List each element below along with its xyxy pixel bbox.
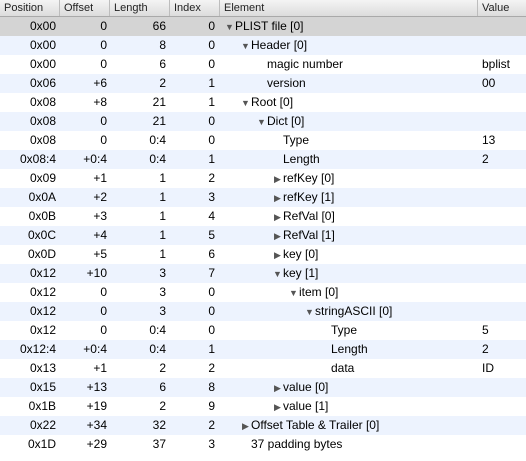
element-label: version [267, 76, 306, 90]
element-cell [224, 397, 522, 416]
value-cell [482, 36, 526, 55]
index-cell: 0 [208, 114, 215, 128]
position-cell: 0x00 [29, 38, 56, 52]
element-label: Type [331, 323, 358, 337]
length-cell: 3 [159, 304, 166, 318]
position-cell: 0x0D [27, 247, 56, 261]
offset-cell: 0 [100, 285, 107, 299]
offset-cell: +4 [93, 228, 107, 242]
value-cell [482, 378, 526, 397]
disclosure-closed-icon[interactable]: ▶ [242, 421, 249, 431]
position-cell: 0x15 [29, 380, 56, 394]
table-row[interactable] [0, 416, 526, 435]
value-cell: bplist [482, 57, 511, 71]
index-cell: 0 [208, 38, 215, 52]
table-row[interactable] [0, 93, 526, 112]
offset-cell: +34 [86, 418, 107, 432]
element-cell [224, 55, 506, 74]
index-cell: 2 [208, 171, 215, 185]
table-row[interactable] [0, 283, 526, 302]
position-cell: 0x1D [27, 437, 56, 451]
element-cell [224, 93, 490, 112]
position-cell: 0x00 [29, 57, 56, 71]
position-cell: 0x0B [28, 209, 56, 223]
length-cell: 0:4 [149, 152, 166, 166]
element-label: Length [283, 152, 320, 166]
length-cell: 2 [159, 399, 166, 413]
position-cell: 0x12:4 [19, 342, 56, 356]
length-cell: 21 [152, 95, 166, 109]
position-cell: 0x12 [29, 285, 56, 299]
table-row[interactable] [0, 321, 526, 340]
length-cell: 0:4 [149, 133, 166, 147]
disclosure-open-icon[interactable]: ▼ [225, 22, 234, 32]
element-label: RefVal [1] [283, 228, 335, 242]
position-cell: 0x12 [29, 266, 56, 280]
length-cell: 1 [159, 209, 166, 223]
offset-cell: +3 [93, 209, 107, 223]
table-row[interactable] [0, 74, 526, 93]
length-cell: 6 [159, 380, 166, 394]
disclosure-open-icon[interactable]: ▼ [241, 41, 250, 51]
offset-cell: 0 [100, 19, 107, 33]
offset-cell: 0 [100, 38, 107, 52]
position-cell: 0x09 [29, 171, 56, 185]
value-cell: 00 [482, 76, 496, 90]
element-label: key [1] [283, 266, 319, 280]
disclosure-open-icon[interactable]: ▼ [257, 117, 266, 127]
disclosure-closed-icon[interactable]: ▶ [274, 212, 281, 222]
disclosure-closed-icon[interactable]: ▶ [274, 174, 281, 184]
element-label: stringASCII [0] [315, 304, 393, 318]
table-row[interactable] [0, 188, 526, 207]
table-row[interactable] [0, 397, 526, 416]
element-label: key [0] [283, 247, 319, 261]
offset-cell: 0 [100, 133, 107, 147]
element-cell [224, 188, 522, 207]
length-cell: 6 [159, 57, 166, 71]
element-cell [224, 36, 490, 55]
value-cell [482, 226, 526, 245]
element-cell [224, 150, 522, 169]
position-cell: 0x13 [29, 361, 56, 375]
element-cell [224, 435, 490, 454]
length-cell: 2 [159, 361, 166, 375]
index-cell: 0 [208, 323, 215, 337]
position-cell: 0x1B [28, 399, 56, 413]
offset-cell: +6 [93, 76, 107, 90]
element-label: refKey [0] [283, 171, 335, 185]
index-cell: 2 [208, 418, 215, 432]
length-cell: 0:4 [149, 342, 166, 356]
table-row[interactable] [0, 169, 526, 188]
element-label: Length [331, 342, 368, 356]
element-label: Dict [0] [267, 114, 305, 128]
position-cell: 0x22 [29, 418, 56, 432]
element-label: Type [283, 133, 310, 147]
table-row[interactable] [0, 302, 526, 321]
element-cell [224, 131, 522, 150]
length-cell: 1 [159, 171, 166, 185]
offset-cell: +0:4 [83, 152, 107, 166]
value-cell: ID [482, 361, 494, 375]
position-cell: 0x08 [29, 133, 56, 147]
value-cell [482, 112, 526, 131]
value-cell [482, 283, 526, 302]
length-cell: 1 [159, 228, 166, 242]
value-cell [482, 207, 526, 226]
element-label: magic number [267, 57, 344, 71]
index-cell: 1 [208, 95, 215, 109]
element-label: value [1] [283, 399, 329, 413]
index-cell: 1 [208, 342, 215, 356]
table-row[interactable] [0, 207, 526, 226]
value-cell: 13 [482, 133, 496, 147]
element-label: Header [0] [251, 38, 308, 52]
element-cell [224, 169, 522, 188]
element-cell [224, 17, 474, 36]
disclosure-closed-icon[interactable]: ▶ [274, 383, 281, 393]
element-cell [224, 226, 522, 245]
position-cell: 0x0A [28, 190, 56, 204]
value-cell [482, 17, 526, 36]
value-cell [482, 416, 526, 435]
disclosure-open-icon[interactable]: ▼ [273, 269, 282, 279]
length-cell: 1 [159, 190, 166, 204]
disclosure-open-icon[interactable]: ▼ [289, 288, 298, 298]
table-row[interactable] [0, 17, 526, 36]
index-cell: 8 [208, 380, 215, 394]
value-cell: 5 [482, 323, 489, 337]
disclosure-closed-icon[interactable]: ▶ [274, 402, 281, 412]
column-header-position[interactable]: Position [0, 0, 60, 16]
index-cell: 0 [208, 19, 215, 33]
table-row[interactable] [0, 112, 526, 131]
index-cell: 5 [208, 228, 215, 242]
table-row[interactable] [0, 435, 526, 454]
table-row[interactable] [0, 150, 526, 169]
element-label: Root [0] [251, 95, 294, 109]
offset-cell: 0 [100, 114, 107, 128]
element-cell [224, 112, 506, 131]
element-cell [224, 245, 522, 264]
length-cell: 66 [152, 19, 166, 33]
element-label: 37 padding bytes [251, 437, 343, 451]
position-cell: 0x12 [29, 304, 56, 318]
element-cell [224, 378, 522, 397]
position-cell: 0x00 [29, 19, 56, 33]
table-row[interactable] [0, 245, 526, 264]
offset-cell: 0 [100, 323, 107, 337]
value-cell [482, 435, 526, 454]
offset-cell: +8 [93, 95, 107, 109]
length-cell: 1 [159, 247, 166, 261]
element-label: data [331, 361, 355, 375]
offset-cell: +2 [93, 190, 107, 204]
table-body [0, 17, 526, 454]
index-cell: 6 [208, 247, 215, 261]
element-cell [224, 264, 522, 283]
index-cell: 3 [208, 190, 215, 204]
index-cell: 0 [208, 285, 215, 299]
element-cell [224, 207, 522, 226]
element-cell [224, 74, 506, 93]
disclosure-closed-icon[interactable]: ▶ [274, 231, 281, 241]
offset-cell: +19 [86, 399, 107, 413]
element-cell [224, 302, 526, 321]
element-cell [224, 359, 526, 378]
value-cell: 2 [482, 152, 489, 166]
table-header [0, 0, 526, 17]
disclosure-closed-icon[interactable]: ▶ [274, 250, 281, 260]
value-cell [482, 169, 526, 188]
position-cell: 0x12 [29, 323, 56, 337]
position-cell: 0x08 [29, 114, 56, 128]
column-header-value[interactable]: Value [482, 2, 510, 14]
offset-cell: +5 [93, 247, 107, 261]
length-cell: 3 [159, 266, 166, 280]
element-cell [224, 340, 526, 359]
index-cell: 9 [208, 399, 215, 413]
value-cell [482, 188, 526, 207]
length-cell: 2 [159, 76, 166, 90]
element-cell [224, 416, 490, 435]
index-cell: 0 [208, 57, 215, 71]
offset-cell: +10 [86, 266, 107, 280]
element-label: refKey [1] [283, 190, 335, 204]
position-cell: 0x0C [27, 228, 56, 242]
value-cell [482, 93, 526, 112]
disclosure-open-icon[interactable]: ▼ [241, 98, 250, 108]
column-header-offset[interactable]: Offset [60, 0, 110, 16]
element-cell [224, 283, 526, 302]
length-cell: 32 [152, 418, 166, 432]
position-cell: 0x06 [29, 76, 56, 90]
offset-cell: +1 [93, 171, 107, 185]
disclosure-open-icon[interactable]: ▼ [305, 307, 314, 317]
length-cell: 3 [159, 285, 166, 299]
offset-cell: +0:4 [83, 342, 107, 356]
element-label: value [0] [283, 380, 329, 394]
length-cell: 37 [152, 437, 166, 451]
element-label: RefVal [0] [283, 209, 335, 223]
value-cell [482, 245, 526, 264]
offset-cell: +13 [86, 380, 107, 394]
index-cell: 3 [208, 437, 215, 451]
value-cell: 2 [482, 342, 489, 356]
table-row[interactable] [0, 55, 526, 74]
position-cell: 0x08:4 [19, 152, 56, 166]
index-cell: 7 [208, 266, 215, 280]
index-cell: 4 [208, 209, 215, 223]
offset-cell: +1 [93, 361, 107, 375]
index-cell: 1 [208, 152, 215, 166]
element-label: Offset Table & Trailer [0] [251, 418, 380, 432]
table-row[interactable] [0, 36, 526, 55]
table-row[interactable] [0, 264, 526, 283]
element-label: PLIST file [0] [235, 19, 304, 33]
table-row[interactable] [0, 359, 526, 378]
length-cell: 8 [159, 38, 166, 52]
column-header-index[interactable]: Index [170, 0, 220, 16]
position-cell: 0x08 [29, 95, 56, 109]
index-cell: 2 [208, 361, 215, 375]
element-cell [224, 321, 526, 340]
table-row[interactable] [0, 226, 526, 245]
offset-cell: 0 [100, 57, 107, 71]
offset-cell: 0 [100, 304, 107, 318]
index-cell: 0 [208, 133, 215, 147]
value-cell [482, 302, 526, 321]
index-cell: 0 [208, 304, 215, 318]
table-row[interactable] [0, 378, 526, 397]
offset-cell: +29 [86, 437, 107, 451]
table-row[interactable] [0, 340, 526, 359]
disclosure-closed-icon[interactable]: ▶ [274, 193, 281, 203]
column-header-length[interactable]: Length [110, 0, 170, 16]
value-cell [482, 264, 526, 283]
index-cell: 1 [208, 76, 215, 90]
length-cell: 0:4 [149, 323, 166, 337]
column-header-element[interactable]: Element [220, 0, 478, 16]
length-cell: 21 [152, 114, 166, 128]
element-label: item [0] [299, 285, 339, 299]
table-row[interactable] [0, 131, 526, 150]
value-cell [482, 397, 526, 416]
